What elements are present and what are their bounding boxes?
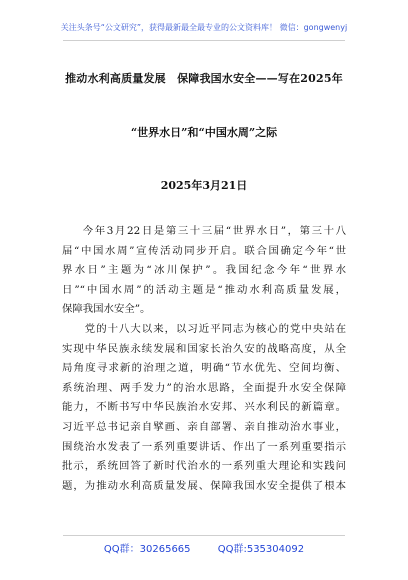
body-line: 保障我国水安全”。: [62, 303, 151, 316]
body-line: 习近平总书记亲自擘画、亲自部署、亲自推动治水事业，: [62, 420, 346, 433]
body-line: 能力，不断书写中华民族治水安邦、兴水利民的新篇章。: [62, 401, 346, 414]
footer-divider: [63, 535, 345, 536]
body-line: 实现中华民族永续发展和国家长治久安的战略高度，从全: [62, 342, 346, 355]
document-subtitle: “世界水日”和“中国水周”之际: [130, 126, 278, 139]
body-line: 今年3月22日是第三十三届“世界水日”，第三十八: [82, 225, 346, 237]
body-line: 批示，系统回答了新时代治水的一系列重大理论和实践问: [62, 460, 346, 473]
body-line: 局角度寻求新的治理之道，明确“节水优先、空间均衡、: [62, 362, 346, 375]
document-body: [62, 222, 346, 496]
footer-qq-group-2: QQ群:535304092: [217, 544, 305, 555]
header-notice: 关注头条号“公文研究”，获得最新最全最专业的公文资料库！ 微信：gongwenyj: [60, 23, 348, 32]
body-line: 题，为推动水利高质量发展、保障我国水安全提供了根本: [62, 479, 346, 492]
body-line: 围绕治水发表了一系列重要讲话、作出了一系列重要指示: [62, 440, 346, 453]
footer-qq-group-1: QQ群：30265665: [103, 544, 191, 555]
body-line: 系统治理、两手发力”的治水思路，全面提升水安全保障: [62, 381, 346, 394]
body-line: 届“中国水周”宣传活动同步开启。联合国确定今年“世: [62, 244, 346, 257]
document-date: 2025年3月21日: [160, 179, 248, 192]
document-title: 推动水利高质量发展 保障我国水安全——写在2025年: [65, 72, 343, 85]
header-divider: [63, 40, 345, 41]
body-line: 界水日”主题为“冰川保护”。我国纪念今年“世界水: [62, 264, 346, 277]
footer: [0, 540, 408, 555]
body-line: 党的十八大以来，以习近平同志为核心的党中央站在: [62, 322, 346, 335]
body-line: 日”“中国水周”的活动主题是“推动水利高质量发展，: [62, 283, 346, 296]
